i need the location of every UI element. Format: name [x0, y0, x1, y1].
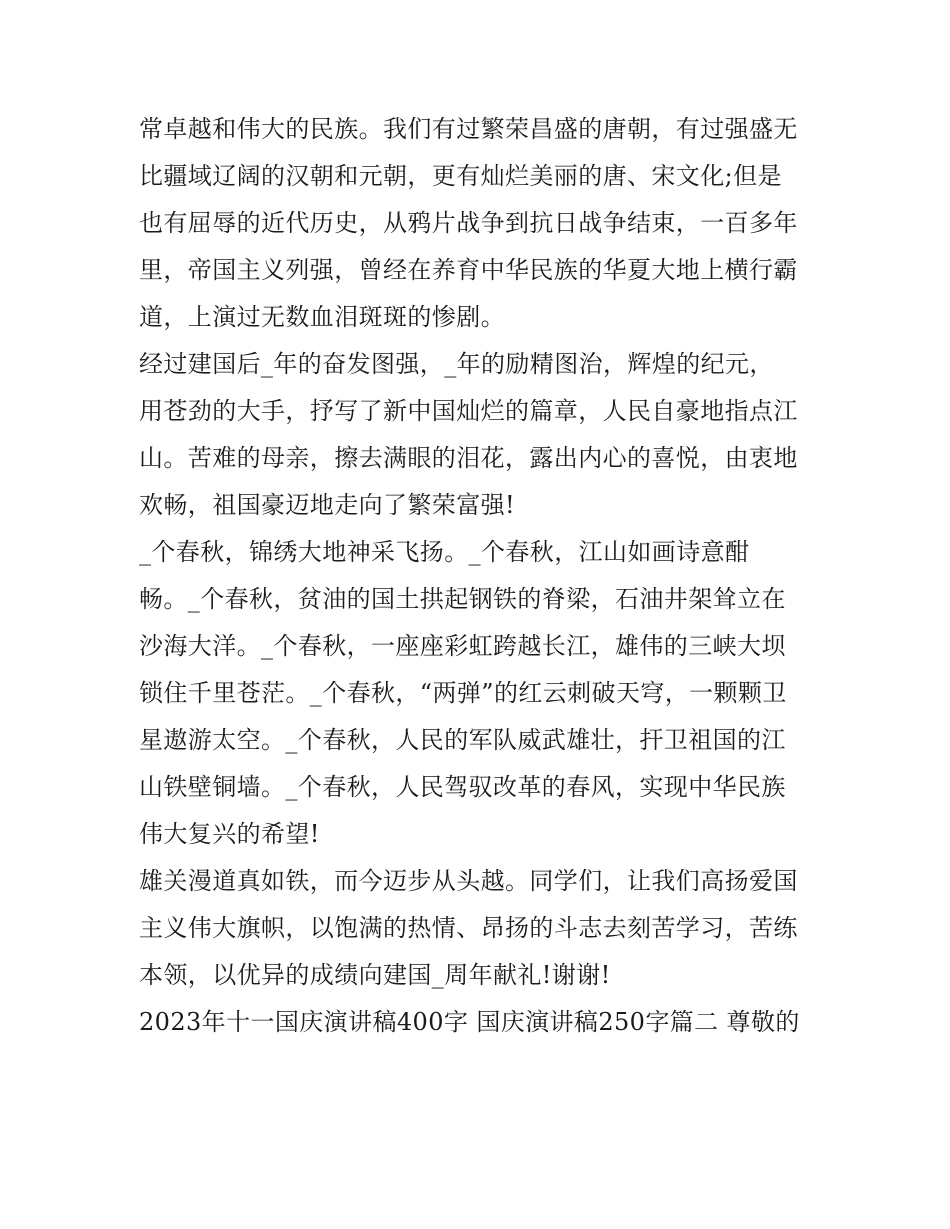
text-line: 里，帝国主义列强，曾经在养育中华民族的华夏大地上横行霸 — [139, 256, 798, 284]
text-line: 山铁壁铜墙。_个春秋，人民驾驭改革的春风，实现中华民族 — [139, 773, 786, 801]
text-line: 畅。_个春秋，贫油的国土拱起钢铁的脊梁，石油井架耸立在 — [139, 585, 786, 613]
document-body — [139, 106, 829, 1046]
text-line: 锁住千里苍茫。_个春秋，“两弹”的红云刺破天穹，一颗颗卫 — [139, 679, 787, 707]
text-line: 用苍劲的大手，抒写了新中国灿烂的篇章，人民自豪地指点江 — [139, 397, 798, 425]
text-line: 经过建国后_年的奋发图强，_年的励精图治，辉煌的纪元， — [139, 350, 774, 378]
text-line: 常卓越和伟大的民族。我们有过繁荣昌盛的唐朝，有过强盛无 — [139, 115, 798, 143]
text-line: _个春秋，锦绣大地神采飞扬。_个春秋，江山如画诗意酣 — [139, 538, 750, 566]
text-line: 主义伟大旗帜，以饱满的热情、昂扬的斗志去刻苦学习，苦练 — [139, 914, 798, 942]
text-line: 伟大复兴的希望! — [139, 820, 320, 848]
text-line: 本领，以优异的成绩向建国_周年献礼!谢谢! — [139, 961, 611, 989]
text-line: 欢畅，祖国豪迈地走向了繁荣富强! — [139, 491, 516, 519]
text-line: 雄关漫道真如铁，而今迈步从头越。同学们，让我们高扬爱国 — [139, 867, 798, 895]
text-line: 山。苦难的母亲，擦去满眼的泪花，露出内心的喜悦，由衷地 — [139, 444, 798, 472]
text-line: 比疆域辽阔的汉朝和元朝，更有灿烂美丽的唐、宋文化;但是 — [139, 162, 782, 190]
text-line: 星遨游太空。_个春秋，人民的军队威武雄壮，扞卫祖国的江 — [139, 726, 786, 754]
text-line: 也有屈辱的近代历史，从鸦片战争到抗日战争结束，一百多年 — [139, 209, 798, 237]
text-line: 沙海大洋。_个春秋，一座座彩虹跨越长江，雄伟的三峡大坝 — [139, 632, 786, 660]
text-line: 道，上演过无数血泪斑斑的惨剧。 — [139, 303, 505, 331]
text-line: 2023年十一国庆演讲稿400字 国庆演讲稿250字篇二 尊敬的 — [139, 1008, 800, 1036]
